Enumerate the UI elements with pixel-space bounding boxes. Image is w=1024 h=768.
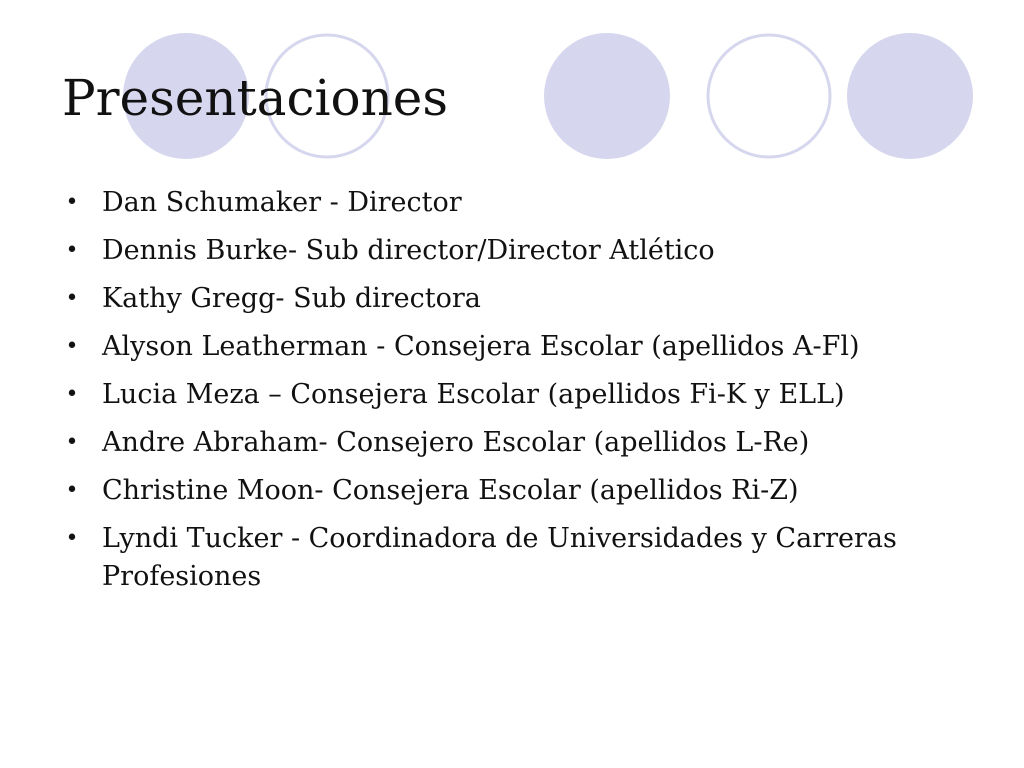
list-item-text: Lyndi Tucker - Coordinadora de Universidades y Carreras Profesiones (102, 523, 897, 592)
list-item-text: Kathy Gregg- Sub directora (102, 283, 481, 314)
bullet-icon: • (65, 526, 79, 551)
list-item (62, 184, 982, 222)
list-item-text: Lucia Meza – Consejera Escolar (apellidos Fi-K y ELL) (102, 379, 845, 410)
filled-circle (544, 33, 670, 159)
slide-title: Presentaciones (62, 69, 449, 127)
list-item-text: Dennis Burke- Sub director/Director Atlético (102, 235, 715, 266)
bullet-icon: • (65, 478, 79, 503)
list-item-text: Alyson Leatherman - Consejera Escolar (apellidos A-Fl) (102, 331, 860, 362)
list-item (62, 232, 982, 270)
list-item (62, 328, 982, 366)
list-item (62, 472, 982, 510)
bullet-icon: • (65, 190, 79, 215)
bullet-list (62, 184, 982, 606)
list-item (62, 520, 982, 596)
filled-circle (847, 33, 973, 159)
list-item-text: Dan Schumaker - Director (102, 187, 462, 218)
bullet-icon: • (65, 286, 79, 311)
list-item (62, 280, 982, 318)
outline-circle (708, 35, 830, 157)
list-item (62, 424, 982, 462)
list-item (62, 376, 982, 414)
bullet-icon: • (65, 334, 79, 359)
bullet-icon: • (65, 382, 79, 407)
bullet-icon: • (65, 238, 79, 263)
list-item-text: Andre Abraham- Consejero Escolar (apellidos L-Re) (102, 427, 810, 458)
list-item-text: Christine Moon- Consejera Escolar (apellidos Ri-Z) (102, 475, 799, 506)
bullet-icon: • (65, 430, 79, 455)
